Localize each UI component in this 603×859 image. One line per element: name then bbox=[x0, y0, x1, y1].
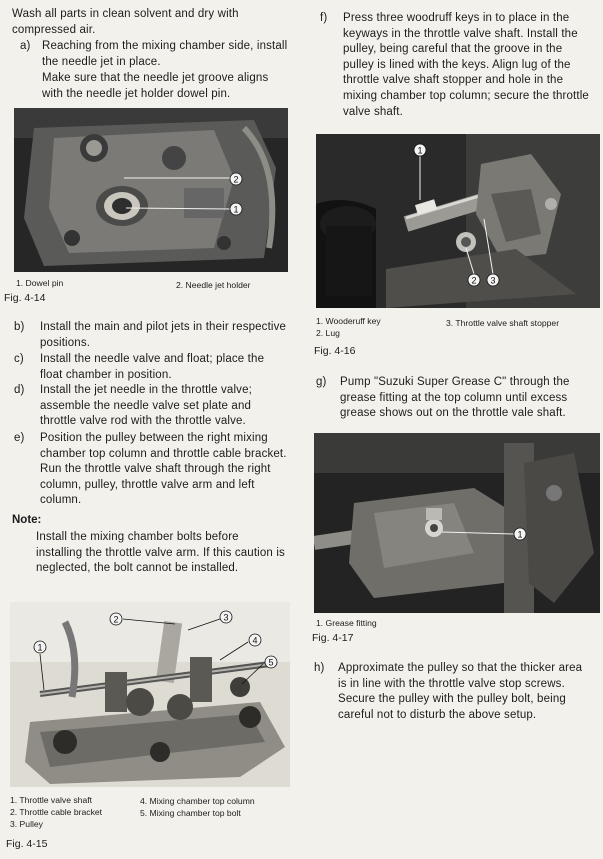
fig17-callout-1: 1 bbox=[517, 529, 523, 540]
fig15-callout-1: 1 bbox=[37, 642, 43, 653]
carburetor-body-image bbox=[14, 108, 288, 272]
fig-4-14-photo bbox=[14, 108, 288, 272]
step-d-text: Install the jet needle in the throttle valve; assemble the needle valve set plate and throttle valve rod with the throttle valve. bbox=[40, 384, 252, 428]
step-a-letter: a) bbox=[20, 40, 31, 52]
step-a-note: Make sure that the needle jet groove aligns with the needle jet holder dowel pin. bbox=[42, 72, 269, 100]
fig15-caption-1: 1. Throttle valve shaft bbox=[10, 795, 93, 805]
fig16-caption-1: 1. Wooderuff key bbox=[316, 316, 381, 326]
fig15-caption-3: 3. Pulley bbox=[10, 819, 43, 829]
step-e-letter: e) bbox=[14, 432, 25, 444]
fig16-callout-2: 2 bbox=[471, 275, 477, 286]
fig-4-14-label: Fig. 4-14 bbox=[4, 292, 46, 304]
step-h-letter: h) bbox=[314, 662, 325, 674]
step-c-letter: c) bbox=[14, 353, 24, 365]
step-h-text: Approximate the pulley so that the thicker area is in line with the throttle valve stop screws. Secure the pulley with the pulley bolt, being careful not to disturb the above setup. bbox=[338, 662, 583, 721]
grease-fitting-image bbox=[314, 433, 600, 613]
step-a-text: Reaching from the mixing chamber side, install the needle jet in place. bbox=[42, 40, 288, 68]
fig15-callout-4: 4 bbox=[252, 635, 258, 646]
fig15-caption-4: 4. Mixing chamber top column bbox=[140, 796, 255, 806]
fig17-caption: 1. Grease fitting bbox=[316, 618, 377, 628]
step-g-letter: g) bbox=[316, 376, 327, 388]
fig16-caption-3: 3. Throttle valve shaft stopper bbox=[446, 318, 560, 328]
step-f-text: Press three woodruff keys in to place in the keyways in the throttle valve shaft. Install the pulley, being careful that the groove in the pulley is lined with the keys. Align lug of the throttle valve shaft stopper and hole in the mixing chamber top column; secure the throttle valve shaft. bbox=[343, 12, 589, 118]
fig-4-17-photo bbox=[314, 433, 600, 613]
fig16-callout-3: 3 bbox=[490, 275, 496, 286]
fig14-caption-2: 2. Needle jet holder bbox=[176, 280, 251, 290]
fig15-caption-2: 2. Throttle cable bracket bbox=[10, 807, 103, 817]
shaft-stopper-image bbox=[316, 134, 600, 308]
fig-4-15-photo bbox=[10, 602, 290, 787]
fig16-callout-1: 1 bbox=[417, 145, 423, 156]
fig15-callout-5: 5 bbox=[268, 657, 274, 668]
fig15-callout-2: 2 bbox=[113, 614, 119, 625]
step-b-letter: b) bbox=[14, 321, 25, 333]
note-text: Install the mixing chamber bolts before installing the throttle valve arm. If this caution is neglected, the bolt cannot be installed. bbox=[36, 531, 285, 575]
note-heading: Note: bbox=[12, 514, 42, 526]
fig15-caption-5: 5. Mixing chamber top bolt bbox=[140, 808, 241, 818]
fig14-callout-1: 1 bbox=[233, 204, 239, 215]
fig14-callout-2: 2 bbox=[233, 174, 239, 185]
fig-4-17-label: Fig. 4-17 bbox=[312, 632, 354, 644]
fig14-caption-1: 1. Dowel pin bbox=[16, 278, 64, 288]
step-c-text: Install the needle valve and float; place the float chamber in position. bbox=[40, 353, 265, 381]
fig-4-16-photo bbox=[316, 134, 600, 308]
step-f-letter: f) bbox=[320, 12, 328, 24]
intro-paragraph: Wash all parts in clean solvent and dry with compressed air. bbox=[12, 8, 239, 36]
throttle-assembly-image bbox=[10, 602, 290, 787]
fig16-caption-2: 2. Lug bbox=[316, 328, 340, 338]
step-g-text: Pump "Suzuki Super Grease C" through the grease fitting at the top column until excess grease shows out on the throttle vale shaft. bbox=[340, 376, 570, 420]
fig15-callout-3: 3 bbox=[223, 612, 229, 623]
step-d-letter: d) bbox=[14, 384, 25, 396]
step-e-text: Position the pulley between the right mixing chamber top column and throttle cable bracket. Run the throttle valve shaft through the right column, pulley, throttle valve arm and left column. bbox=[40, 432, 287, 507]
fig-4-16-label: Fig. 4-16 bbox=[314, 345, 356, 357]
step-b-text: Install the main and pilot jets in their respective positions. bbox=[40, 321, 287, 349]
fig-4-15-label: Fig. 4-15 bbox=[6, 838, 48, 850]
